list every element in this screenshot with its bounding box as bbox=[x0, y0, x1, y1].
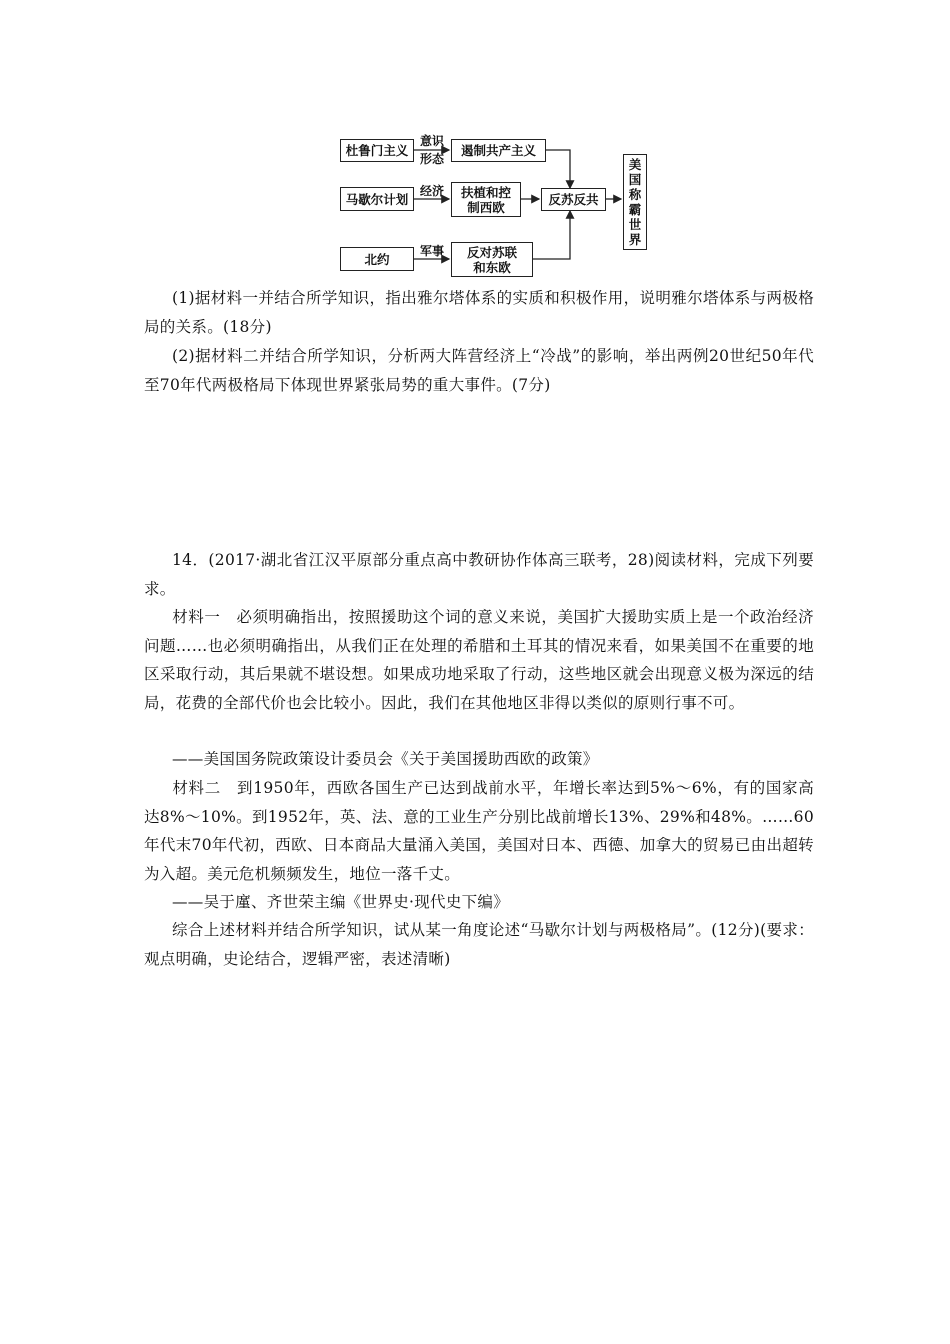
oppose-label: 反对苏联和东欧 bbox=[466, 244, 517, 275]
arrow-contain-to-anti bbox=[546, 150, 570, 188]
box-oppose-ussr bbox=[451, 242, 533, 277]
box-truman-doctrine bbox=[340, 139, 414, 162]
anti-label: 反苏反共 bbox=[548, 192, 599, 207]
box-support-west-europe bbox=[451, 182, 521, 217]
task-text: 综合上述材料并结合所学知识，试从某一角度论述“马歇尔计划与两极格局”。(12分)(要求：观点明确，史论结合，逻辑严密，表述清晰) bbox=[144, 921, 814, 968]
question-1-text: (1)据材料一并结合所学知识，指出雅尔塔体系的实质和积极作用，说明雅尔塔体系与两极格局的关系。(18分) bbox=[144, 289, 814, 336]
box-us-hegemony bbox=[623, 154, 647, 250]
label-ideology-1: 意识 bbox=[419, 134, 444, 148]
q14-material-1 bbox=[144, 603, 814, 717]
box-nato bbox=[340, 247, 414, 271]
q14-material-2 bbox=[144, 774, 814, 888]
q14-header bbox=[144, 546, 814, 603]
label-ideology-2: 形态 bbox=[419, 152, 444, 166]
hegemony-char: 霸 bbox=[628, 202, 642, 217]
q14-task bbox=[144, 916, 814, 973]
label-economy: 经济 bbox=[419, 184, 444, 198]
hegemony-char: 国 bbox=[628, 172, 642, 187]
q14-source-2 bbox=[144, 888, 814, 917]
q14-header-text: 14．(2017·湖北省江汉平原部分重点高中教研协作体高三联考，28)阅读材料，完成下列要求。 bbox=[144, 551, 814, 598]
q14-source-1 bbox=[144, 745, 814, 774]
support-label: 扶植和控制西欧 bbox=[460, 184, 511, 215]
marshall-label: 马歇尔计划 bbox=[345, 191, 409, 207]
question-2-text: (2)据材料二并结合所学知识，分析两大阵营经济上“冷战”的影响，举出两例20世纪50年代至70年代两极格局下体现世界紧张局势的重大事件。(7分) bbox=[144, 347, 814, 394]
hegemony-char: 称 bbox=[628, 187, 642, 202]
hegemony-char: 界 bbox=[628, 232, 642, 247]
flow-diagram bbox=[0, 0, 950, 290]
material-2-text: 材料二 到1950年，西欧各国生产已达到战前水平，年增长率达到5%～6%，有的国家高达8%～10%。到1952年，英、法、意的工业生产分别比战前增长13%、29%和48%。……60年代末70年代初，西欧、日本商品大量涌入美国，美国对日本、西德、加拿大的贸易已由出超转为入超。美元危机频频发生，地位一落千丈。 bbox=[144, 779, 814, 883]
arrow-oppose-to-anti bbox=[533, 211, 570, 259]
box-contain-communism bbox=[451, 139, 546, 162]
question-1 bbox=[144, 284, 814, 341]
nato-label: 北约 bbox=[364, 251, 390, 267]
box-anti-soviet bbox=[541, 188, 606, 211]
source-1-text: ——美国国务院政策设计委员会《关于美国援助西欧的政策》 bbox=[172, 750, 599, 768]
question-2 bbox=[144, 342, 814, 399]
hegemony-char: 美 bbox=[628, 157, 642, 172]
contain-label: 遏制共产主义 bbox=[460, 143, 536, 158]
material-1-text: 材料一 必须明确指出，按照援助这个词的意义来说，美国扩大援助实质上是一个政治经济问题……也必须明确指出，从我们正在处理的希腊和土耳其的情况来看，如果美国不在重要的地区采取行动，其后果就不堪设想。如果成功地采取了行动，这些地区就会出现意义极为深远的结局，花费的全部代价也会比较小。因此，我们在其他地区非得以类似的原则行事不可。 bbox=[144, 608, 814, 712]
truman-label: 杜鲁门主义 bbox=[345, 143, 409, 158]
hegemony-char: 世 bbox=[628, 217, 642, 232]
label-military: 军事 bbox=[419, 244, 444, 258]
box-marshall-plan bbox=[340, 187, 414, 211]
source-2-text: ——吴于廑、齐世荣主编《世界史·现代史下编》 bbox=[172, 893, 510, 911]
